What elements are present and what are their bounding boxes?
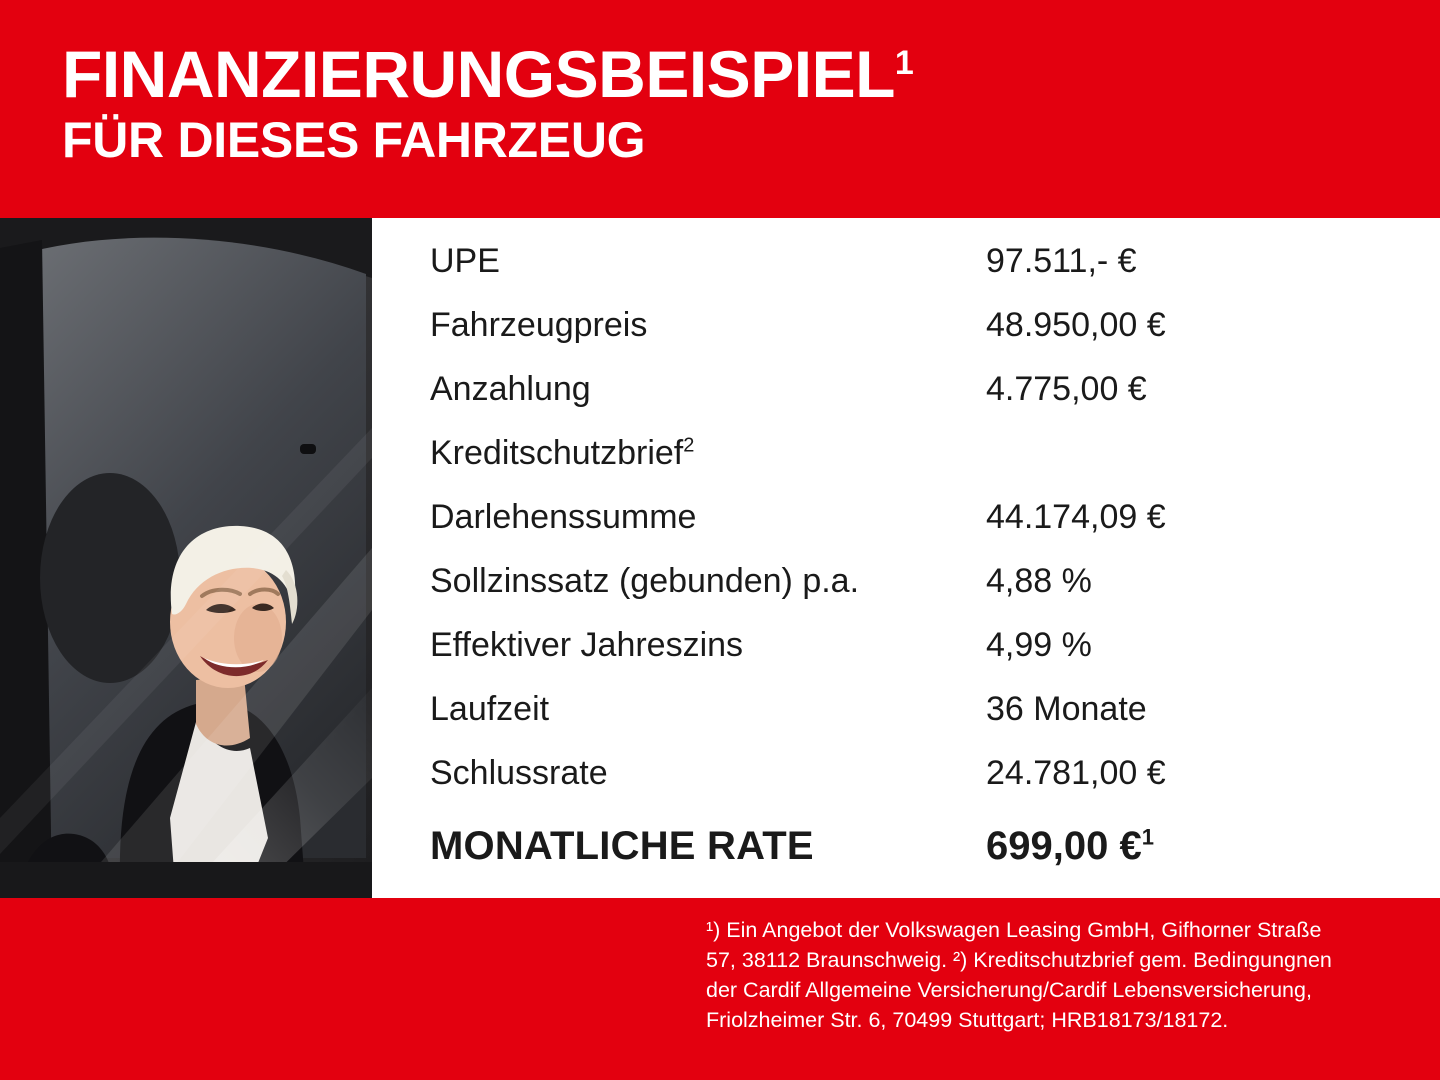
row-label: Effektiver Jahreszins [430,626,744,664]
table-row [430,370,1390,434]
table-row [430,626,1390,690]
row-label [430,434,986,473]
page-title [62,38,1440,110]
row-value: 44.174,09 € [986,498,1166,536]
monthly-rate-value [986,824,1154,869]
row-value: 4,88 % [986,562,1092,600]
row-label: UPE [430,242,500,280]
row-value: 48.950,00 € [986,306,1166,344]
monthly-rate-footnote-marker: 1 [1141,824,1154,850]
row-label: Fahrzeugpreis [430,306,648,344]
table-row [430,306,1390,370]
row-label: Laufzeit [430,690,550,728]
table-row [430,690,1390,754]
table-row [430,434,1390,498]
table-row [430,562,1390,626]
row-label: Sollzinssatz (gebunden) p.a. [430,562,860,600]
row-value: 4,99 % [986,626,1092,664]
row-value: 4.775,00 € [986,370,1147,408]
page-title-footnote-marker: 1 [894,44,914,82]
finance-details-inner [372,218,1440,898]
vehicle-photo-illustration [0,218,372,898]
row-label: Darlehenssumme [430,498,697,536]
row-value: 97.511,- € [986,242,1137,280]
monthly-rate-amount: 699,00 € [986,824,1142,868]
row-label-footnote-marker: 2 [683,434,695,457]
table-row [430,754,1390,818]
monthly-rate-row [430,824,1390,894]
row-value: 24.781,00 € [986,754,1166,792]
page-title-text: FINANZIERUNGSBEISPIEL [62,37,895,111]
table-row [430,242,1390,306]
row-label: Schlussrate [430,754,608,792]
vehicle-photo [0,218,372,898]
row-label: Anzahlung [430,370,591,408]
row-label-text: Kreditschutzbrief [430,434,684,472]
table-row [430,498,1390,562]
legal-footnote: ¹) Ein Angebot der Volkswagen Leasing GmbH, Gifhorner Straße 57, 38112 Braunschweig. ²) Kreditschutzbrief gem. Bedingungnen der Cardif Allgemeine Versicherung/Cardif Lebensversicherung, Friolzheimer Str. 6, 70499 Stuttgart; HRB18173/18172. [706,918,1332,1032]
page-subtitle: FÜR DIESES FAHRZEUG [62,112,646,168]
row-value: 36 Monate [986,690,1147,728]
finance-details-panel [372,218,1440,898]
finance-details-table [430,242,1390,894]
monthly-rate-label: MONATLICHE RATE [430,824,814,868]
poster-header [0,0,1440,218]
